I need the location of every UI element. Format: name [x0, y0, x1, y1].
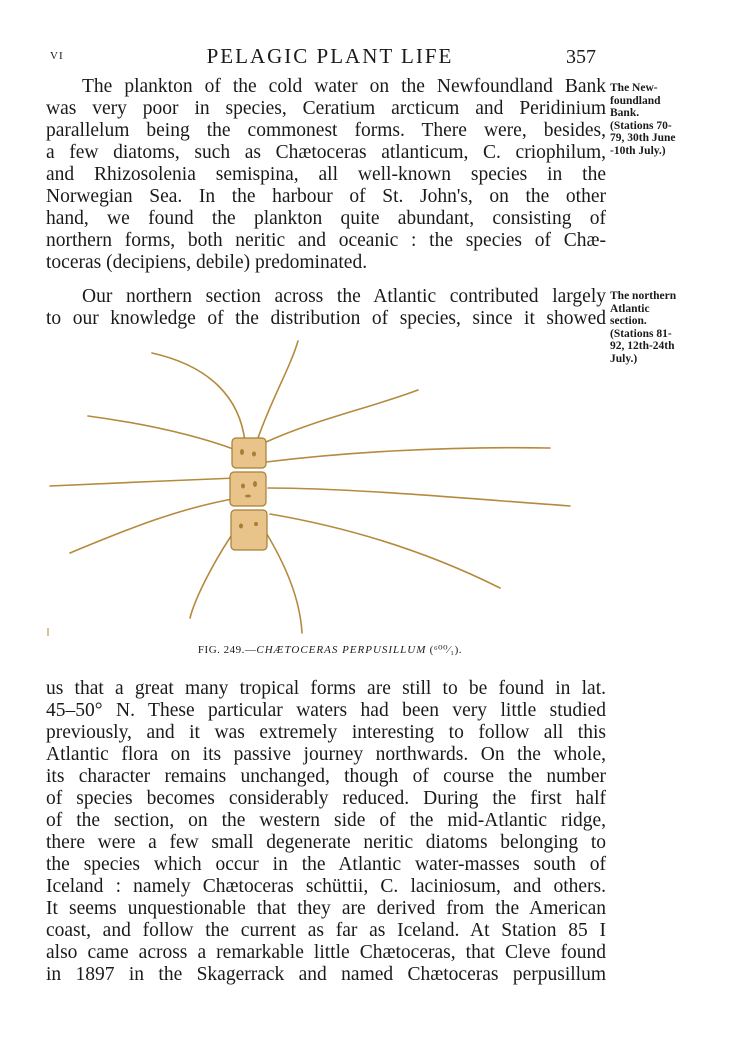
text-line: a few diatoms, such as Chætoceras atlanticum, C. criophilum,: [46, 142, 606, 163]
seta: [50, 478, 236, 486]
margin-line: The northern: [610, 290, 677, 302]
margin-note-newfoundland: [610, 82, 720, 157]
diatom-illustration: [40, 338, 600, 638]
running-title: PELAGIC PLANT LIFE: [206, 44, 454, 68]
margin-note-northern-section: [610, 290, 720, 365]
text-line: Iceland : namely Chætoceras schüttii, C. laciniosum, and others.: [46, 876, 606, 897]
seta: [70, 498, 238, 553]
margin-line: (Stations 70-: [610, 119, 672, 132]
seta: [88, 416, 236, 450]
text-line: northern forms, both neritic and oceanic : the species of Chæ-: [46, 230, 606, 251]
text-line: there were a few small degenerate neritic diatoms belonging to: [46, 832, 606, 853]
paragraph-newfoundland: [46, 76, 606, 274]
margin-line: (Stations 81-: [610, 327, 672, 340]
text-line: Atlantic flora on its passive journey northwards. On the whole,: [46, 744, 606, 765]
text-line: previously, and it was extremely interesting to follow all this: [46, 722, 606, 743]
text-line: its character remains unchanged, though of course the number: [46, 766, 606, 787]
margin-line: July.): [610, 352, 638, 365]
page-number: 357: [566, 46, 596, 68]
text-line: us that a great many tropical forms are still to be found in lat.: [46, 678, 606, 699]
caption-species: CHÆTOCERAS PERPUSILLUM: [256, 644, 427, 656]
text-line: parallelum being the commonest forms. There were, besides,: [46, 120, 606, 141]
seta: [266, 448, 550, 462]
margin-line: section.: [610, 315, 647, 327]
margin-line: -10th July.): [610, 144, 666, 157]
setae: [50, 341, 570, 633]
margin-line: Bank.: [610, 107, 640, 119]
text-line: The plankton of the cold water on the Newfoundland Bank: [82, 76, 606, 97]
paragraph-tropical-forms: [46, 678, 606, 986]
margin-line: Atlantic: [610, 302, 650, 315]
text-line: and Rhizosolenia semispina, all well-known species in the: [46, 164, 606, 185]
figure-caption: [0, 643, 660, 656]
margin-line: 92, 12th-24th: [610, 340, 675, 352]
text-line: 45–50° N. These particular waters had been very little studied: [46, 700, 606, 721]
margin-line: The New-: [610, 82, 658, 94]
text-line: to our knowledge of the distribution of species, since it showed: [46, 308, 606, 329]
cell: [230, 472, 266, 506]
seta: [152, 353, 245, 442]
margin-line: foundland: [610, 94, 661, 107]
seta: [268, 488, 570, 506]
cell: [232, 438, 266, 468]
cell-chain: [230, 438, 267, 550]
seta: [266, 390, 418, 442]
seta: [262, 526, 302, 633]
seta: [258, 341, 298, 438]
text-line: was very poor in species, Ceratium arcticum and Peridinium: [46, 98, 606, 119]
text-line: coast, and follow the current as far as Iceland. At Station 85 I: [46, 920, 606, 941]
text-line: It seems unquestionable that they are derived from the American: [46, 898, 606, 919]
text-line: hand, we found the plankton quite abundant, consisting of: [46, 208, 606, 229]
margin-line: 79, 30th June: [610, 132, 676, 144]
caption-magnification: (⁶⁰⁰⁄₁).: [426, 644, 463, 656]
caption-prefix: FIG. 249.—: [197, 644, 257, 656]
text-line: Norwegian Sea. In the harbour of St. John's, on the other: [46, 186, 606, 207]
text-line: toceras (decipiens, debile) predominated.: [46, 252, 368, 273]
text-line: Our northern section across the Atlantic contributed largely: [82, 286, 606, 307]
text-line: of species becomes considerably reduced. During the first half: [46, 788, 606, 809]
seta: [270, 514, 500, 588]
text-line: in 1897 in the Skagerrack and named Chætoceras perpusillum: [46, 964, 606, 985]
text-line: of the section, on the western side of the mid-Atlantic ridge,: [46, 810, 606, 831]
paragraph-northern-section: [46, 286, 606, 330]
section-number: VI: [50, 50, 64, 62]
cell: [231, 510, 267, 550]
text-line: the species which occur in the Atlantic water-masses south of: [46, 854, 606, 875]
text-line: also came across a remarkable little Chætoceras, that Cleve found: [46, 942, 606, 963]
